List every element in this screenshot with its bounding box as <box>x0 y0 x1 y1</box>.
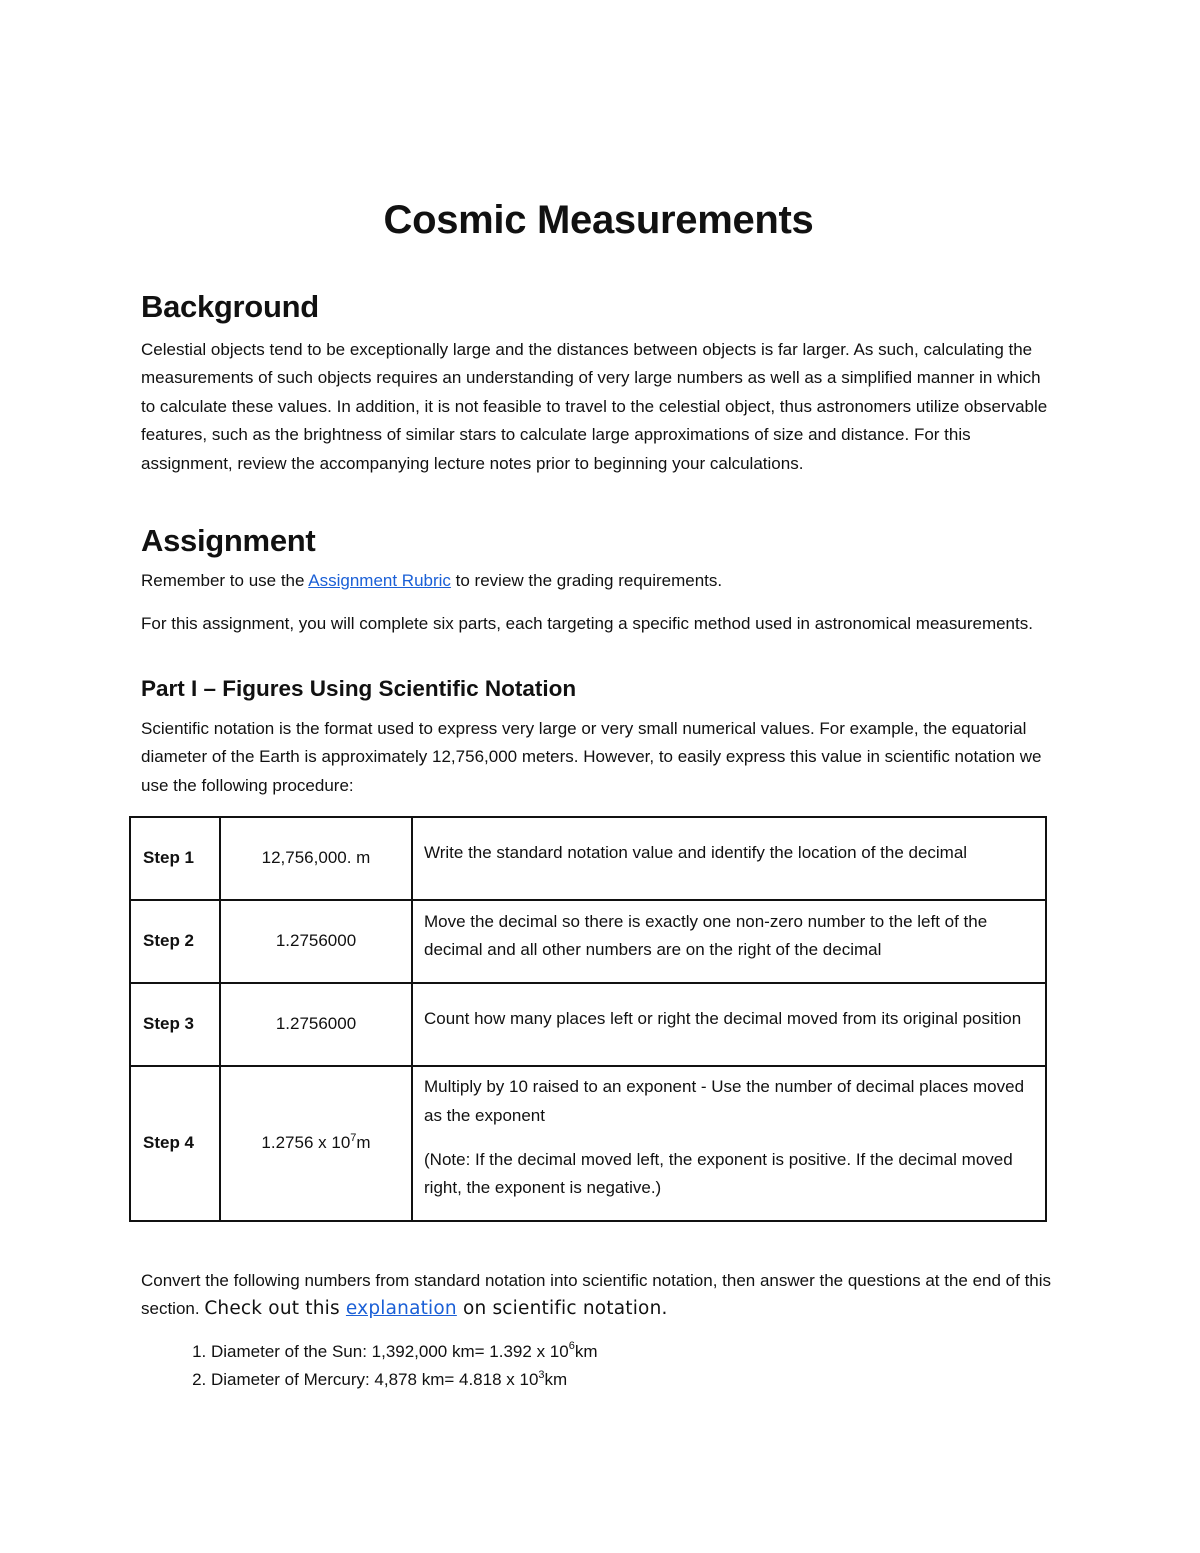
table-row <box>130 900 1046 983</box>
conversion-list <box>141 1338 1056 1395</box>
table-row <box>130 817 1046 900</box>
scientific-notation-intro: Scientific notation is the format used to express very large or very small numerical values. For example, the equatorial diameter of the Earth is approximately 12,756,000 meters. However, to easily express this value in scientific notation we use the following procedure: <box>141 718 1042 795</box>
background-paragraph: Celestial objects tend to be exceptionally large and the distances between objects is far larger. As such, calculating the measurements of such objects requires an understanding of very large numbers as well as a simplified manner in which to calculate these values. In addition, it is not feasible to travel to the celestial object, thus astronomers utilize observable features, such as the brightness of similar stars to calculate large approximations of size and distance. For this assignment, review the accompanying lecture notes prior to beginning your calculations. <box>141 340 1048 473</box>
rubric-paragraph <box>141 567 1056 595</box>
rubric-prefix: Remember to use the <box>141 571 309 591</box>
step-description: Count how many places left or right the decimal moved from its original position <box>412 983 1046 1066</box>
item-exponent: 6 <box>568 1340 575 1353</box>
step-label: Step 1 <box>130 817 220 900</box>
list-item <box>211 1338 1056 1366</box>
convert-instructions <box>141 1267 1061 1324</box>
step-description: Write the standard notation value and identify the location of the decimal <box>412 817 1046 900</box>
explanation-suffix: on scientific notation. <box>456 1298 668 1320</box>
part-1-heading: Part I – Figures Using Scientific Notation <box>141 675 577 701</box>
step-value: 12,756,000. m <box>220 817 412 900</box>
step-value-unit: m <box>356 1133 371 1153</box>
step-description <box>412 1066 1046 1221</box>
step-note: (Note: If the decimal moved left, the exponent is positive. If the decimal moved right, the exponent is negative.) <box>424 1150 1013 1198</box>
explanation-link[interactable]: explanation <box>345 1298 457 1320</box>
list-item <box>211 1366 1056 1394</box>
step-value: 1.2756000 <box>220 983 412 1066</box>
item-exponent: 3 <box>538 1368 545 1381</box>
step-description-text: Multiply by 10 raised to an exponent - Use the number of decimal places moved as the exponent <box>424 1077 1025 1125</box>
item-text: Diameter of Mercury: 4,878 km= 4.818 x 10 <box>211 1370 539 1390</box>
step-label: Step 4 <box>130 1066 220 1221</box>
step-value <box>220 1066 412 1221</box>
table-row <box>130 1066 1046 1221</box>
step-value: 1.2756000 <box>220 900 412 983</box>
item-unit: km <box>544 1370 568 1390</box>
page-title: Cosmic Measurements <box>383 198 814 242</box>
steps-table <box>129 816 1047 1222</box>
table-row <box>130 983 1046 1066</box>
six-parts-paragraph: For this assignment, you will complete six parts, each targeting a specific method used in astronomical measurements. <box>141 614 1033 634</box>
rubric-suffix: to review the grading requirements. <box>450 571 723 591</box>
assignment-heading: Assignment <box>141 523 316 559</box>
background-heading: Background <box>141 289 319 324</box>
explanation-sentence <box>204 1298 667 1319</box>
item-unit: km <box>574 1341 598 1361</box>
step-label: Step 2 <box>130 900 220 983</box>
step-value-exponent: 7 <box>350 1131 357 1144</box>
item-text: Diameter of the Sun: 1,392,000 km= 1.392 x 10 <box>211 1341 569 1361</box>
explanation-prefix: Check out this <box>204 1298 346 1320</box>
assignment-rubric-link[interactable]: Assignment Rubric <box>308 571 451 591</box>
convert-text: Convert the following numbers from standard notation into scientific notation, then answer the questions at the end of this section. <box>141 1271 1052 1319</box>
step-description: Move the decimal so there is exactly one non-zero number to the left of the decimal and all other numbers are on the right of the decimal <box>412 900 1046 983</box>
step-value-base: 1.2756 x 10 <box>261 1133 351 1153</box>
step-label: Step 3 <box>130 983 220 1066</box>
